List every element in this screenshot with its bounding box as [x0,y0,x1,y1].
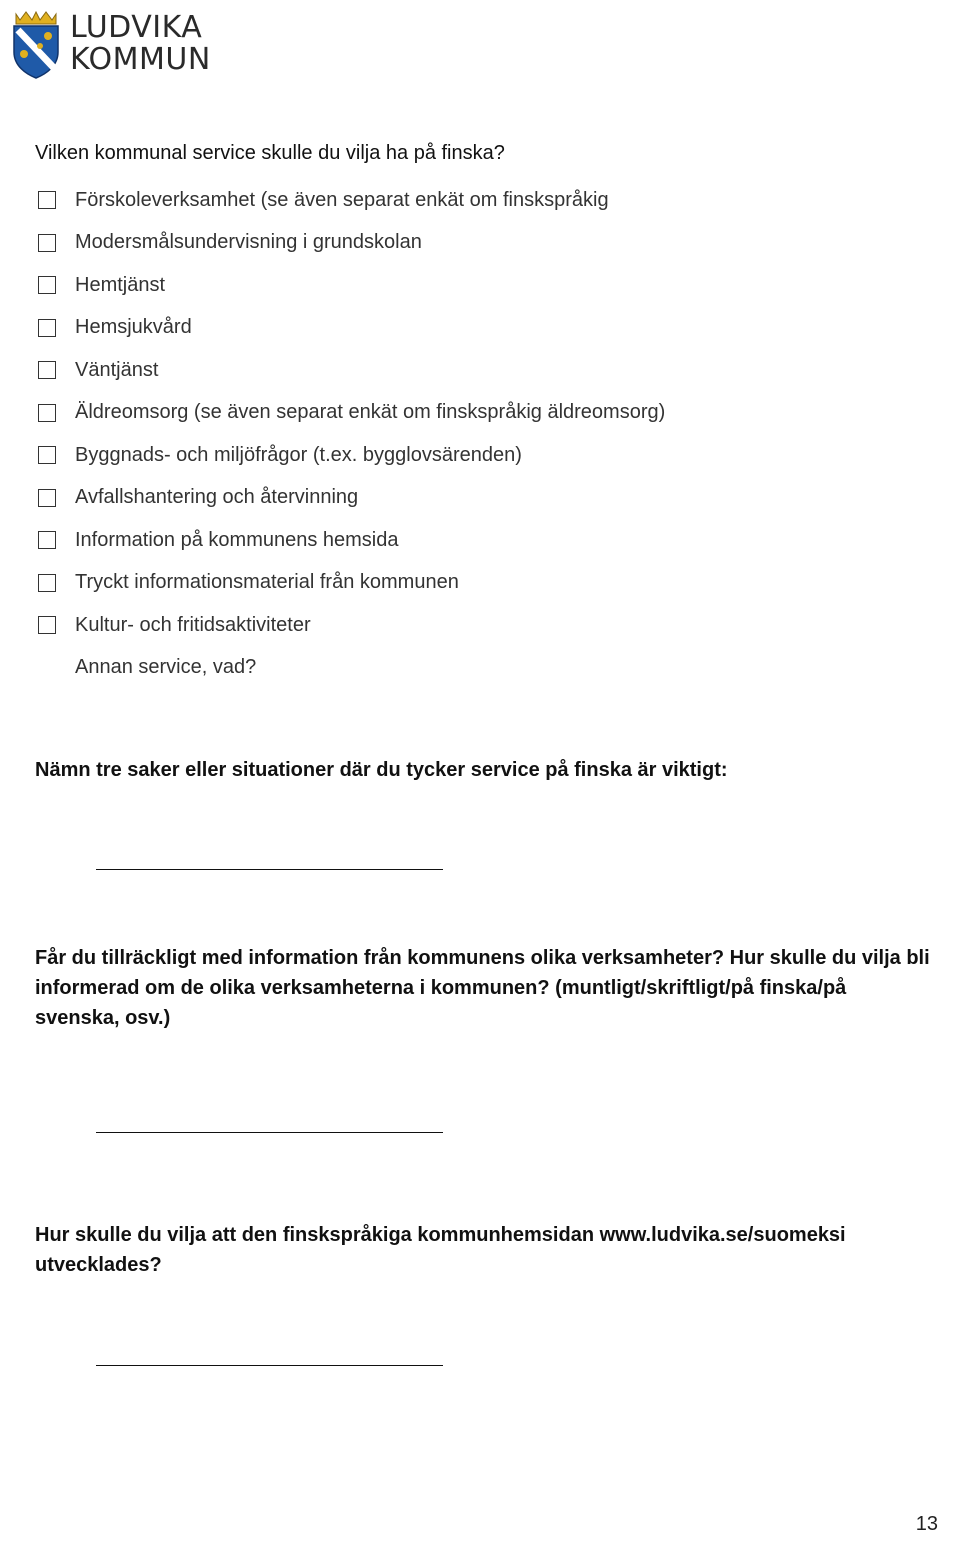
option-item[interactable] [38,392,665,435]
option-item[interactable] [38,222,665,265]
option-item[interactable] [38,604,665,647]
option-label: Äldreomsorg (se även separat enkät om finskspråkig äldreomsorg) [75,401,666,424]
option-item[interactable] [38,477,665,520]
checkbox[interactable] [38,489,56,507]
coat-of-arms-icon [10,10,62,80]
question-1-text: Vilken kommunal service skulle du vilja ha på finska? [35,142,505,164]
option-item[interactable] [38,434,665,477]
checkbox[interactable] [38,191,56,209]
answer-line-question-3[interactable] [96,1132,443,1133]
question-2: Nämn tre saker eller situationer där du tycker service på finska är viktigt: [35,759,728,781]
ludvika-kommun-logo [10,10,220,80]
question-4: Hur skulle du vilja att den finskspråkiga kommunhemsidan www.ludvika.se/suomeksi utvecklades? [35,1224,846,1276]
checkbox[interactable] [38,446,56,464]
option-label: Avfallshantering och återvinning [75,486,359,509]
option-label: Tryckt informationsmaterial från kommunen [75,571,459,594]
option-label: Hemsjukvård [75,316,192,339]
option-item[interactable] [38,562,665,605]
option-label: Modersmålsundervisning i grundskolan [75,231,422,254]
checkbox[interactable] [38,404,56,422]
option-item[interactable] [38,519,665,562]
option-item[interactable] [38,179,665,222]
checkbox[interactable] [38,531,56,549]
option-item[interactable] [38,307,665,350]
logo-line-1: LUDVIKA [70,10,203,45]
option-label: Kultur- och fritidsaktiviteter [75,613,311,636]
service-options-list [38,179,665,689]
logo-line-2: KOMMUN [70,42,211,77]
option-label: Hemtjänst [75,273,166,296]
checkbox[interactable] [38,319,56,337]
checkbox[interactable] [38,616,56,634]
other-service-label: Annan service, vad? [75,656,257,679]
checkbox[interactable] [38,361,56,379]
option-item[interactable] [38,264,665,307]
logo-wordmark [70,12,211,76]
option-label: Förskoleverksamhet (se även separat enkät om finskspråkig [75,188,609,211]
checkbox[interactable] [38,234,56,252]
question-3: Får du tillräckligt med information från kommunens olika verksamheter? Hur skulle du vilja bli informerad om de olika verksamheterna i kommunen? (muntligt/skriftligt/på finska/på svenska, osv.) [35,947,930,1029]
option-label: Väntjänst [75,358,159,381]
checkbox[interactable] [38,574,56,592]
checkbox[interactable] [38,276,56,294]
option-label: Information på kommunens hemsida [75,528,399,551]
question-1 [35,138,505,168]
option-item[interactable] [38,349,665,392]
answer-line-question-4[interactable] [96,1365,443,1366]
page-number: 13 [915,1513,938,1535]
option-label: Byggnads- och miljöfrågor (t.ex. bygglovsärenden) [75,443,522,466]
option-other [38,647,665,690]
answer-line-question-2[interactable] [96,869,443,870]
